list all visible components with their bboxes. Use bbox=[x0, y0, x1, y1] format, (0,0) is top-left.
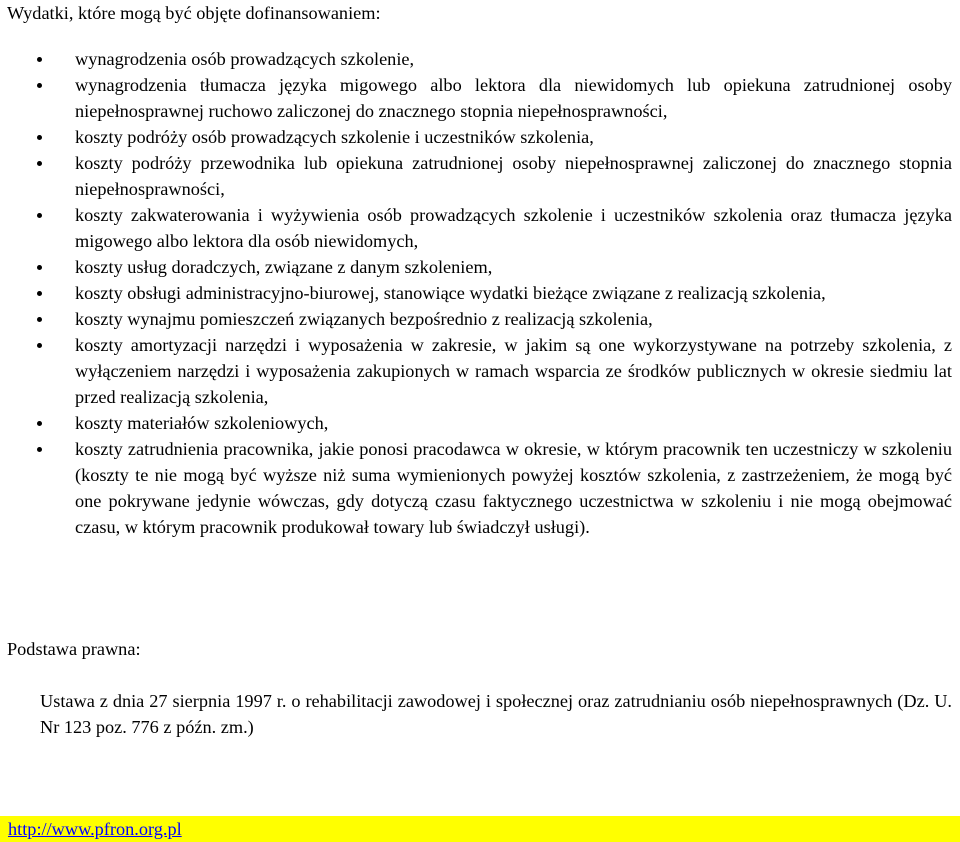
expenses-list bbox=[0, 46, 960, 540]
bullet-icon bbox=[37, 343, 42, 348]
list-item-text: koszty obsługi administracyjno-biurowej, stanowiące wydatki bieżące związane z realizacją szkolenia, bbox=[75, 283, 826, 303]
list-item-text: wynagrodzenia tłumacza języka migowego albo lektora dla niewidomych lub opiekuna zatrudnionej osoby niepełnosprawnej ruchowo zaliczonej do znacznego stopnia niepełnosprawności, bbox=[75, 75, 952, 121]
footer-bar bbox=[0, 816, 960, 842]
list-item-text: koszty zakwaterowania i wyżywienia osób prowadzących szkolenie i uczestników szkolenia oraz tłumacza języka migowego albo lektora dla osób niewidomych, bbox=[75, 205, 952, 251]
pfron-website-link[interactable]: http://www.pfron.org.pl bbox=[8, 819, 182, 839]
bullet-icon bbox=[37, 291, 42, 296]
list-item bbox=[0, 46, 960, 72]
list-item bbox=[0, 306, 960, 332]
bullet-icon bbox=[37, 83, 42, 88]
bullet-icon bbox=[37, 135, 42, 140]
list-item bbox=[0, 436, 960, 540]
list-item bbox=[0, 254, 960, 280]
bullet-icon bbox=[37, 317, 42, 322]
list-item-text: koszty podróży osób prowadzących szkolenie i uczestników szkolenia, bbox=[75, 127, 594, 147]
legal-basis-label: Podstawa prawna: bbox=[7, 639, 141, 659]
list-item-text: koszty zatrudnienia pracownika, jakie ponosi pracodawca w okresie, w którym pracownik ten uczestniczy w szkoleniu (koszty te nie mogą być wyższe niż suma wymienionych powyżej kosztów szkolenia, z zastrzeżeniem, że mogą być one pokrywane jedynie wówczas, gdy dotyczą czasu faktycznego uczestnictwa w szkoleniu i nie mogą obejmować czasu, w którym pracownik produkował towary lub świadczył usługi). bbox=[75, 439, 952, 537]
bullet-icon bbox=[37, 421, 42, 426]
bullet-icon bbox=[37, 213, 42, 218]
page-heading: Wydatki, które mogą być objęte dofinansowaniem: bbox=[7, 3, 381, 23]
list-item bbox=[0, 72, 960, 124]
list-item-text: koszty usług doradczych, związane z danym szkoleniem, bbox=[75, 257, 493, 277]
list-item-text: koszty amortyzacji narzędzi i wyposażenia w zakresie, w jakim są one wykorzystywane na potrzeby szkolenia, z wyłączeniem narzędzi i wyposażenia zakupionych w ramach wsparcia ze środków publicznych w okresie siedmiu lat przed realizacją szkolenia, bbox=[75, 335, 952, 407]
list-item-text: wynagrodzenia osób prowadzących szkolenie, bbox=[75, 49, 415, 69]
list-item bbox=[0, 332, 960, 410]
list-item bbox=[0, 202, 960, 254]
list-item-text: koszty podróży przewodnika lub opiekuna zatrudnionej osoby niepełnosprawnej zaliczonej do znacznego stopnia niepełnosprawności, bbox=[75, 153, 952, 199]
list-item-text: koszty materiałów szkoleniowych, bbox=[75, 413, 329, 433]
list-item bbox=[0, 280, 960, 306]
bullet-icon bbox=[37, 161, 42, 166]
bullet-icon bbox=[37, 265, 42, 270]
list-item bbox=[0, 150, 960, 202]
bullet-icon bbox=[37, 57, 42, 62]
bullet-icon bbox=[37, 447, 42, 452]
list-item bbox=[0, 410, 960, 436]
list-item-text: koszty wynajmu pomieszczeń związanych bezpośrednio z realizacją szkolenia, bbox=[75, 309, 653, 329]
legal-basis-text: Ustawa z dnia 27 sierpnia 1997 r. o rehabilitacji zawodowej i społecznej oraz zatrudnianiu osób niepełnosprawnych (Dz. U. Nr 123 poz. 776 z późn. zm.) bbox=[40, 691, 952, 737]
list-item bbox=[0, 124, 960, 150]
